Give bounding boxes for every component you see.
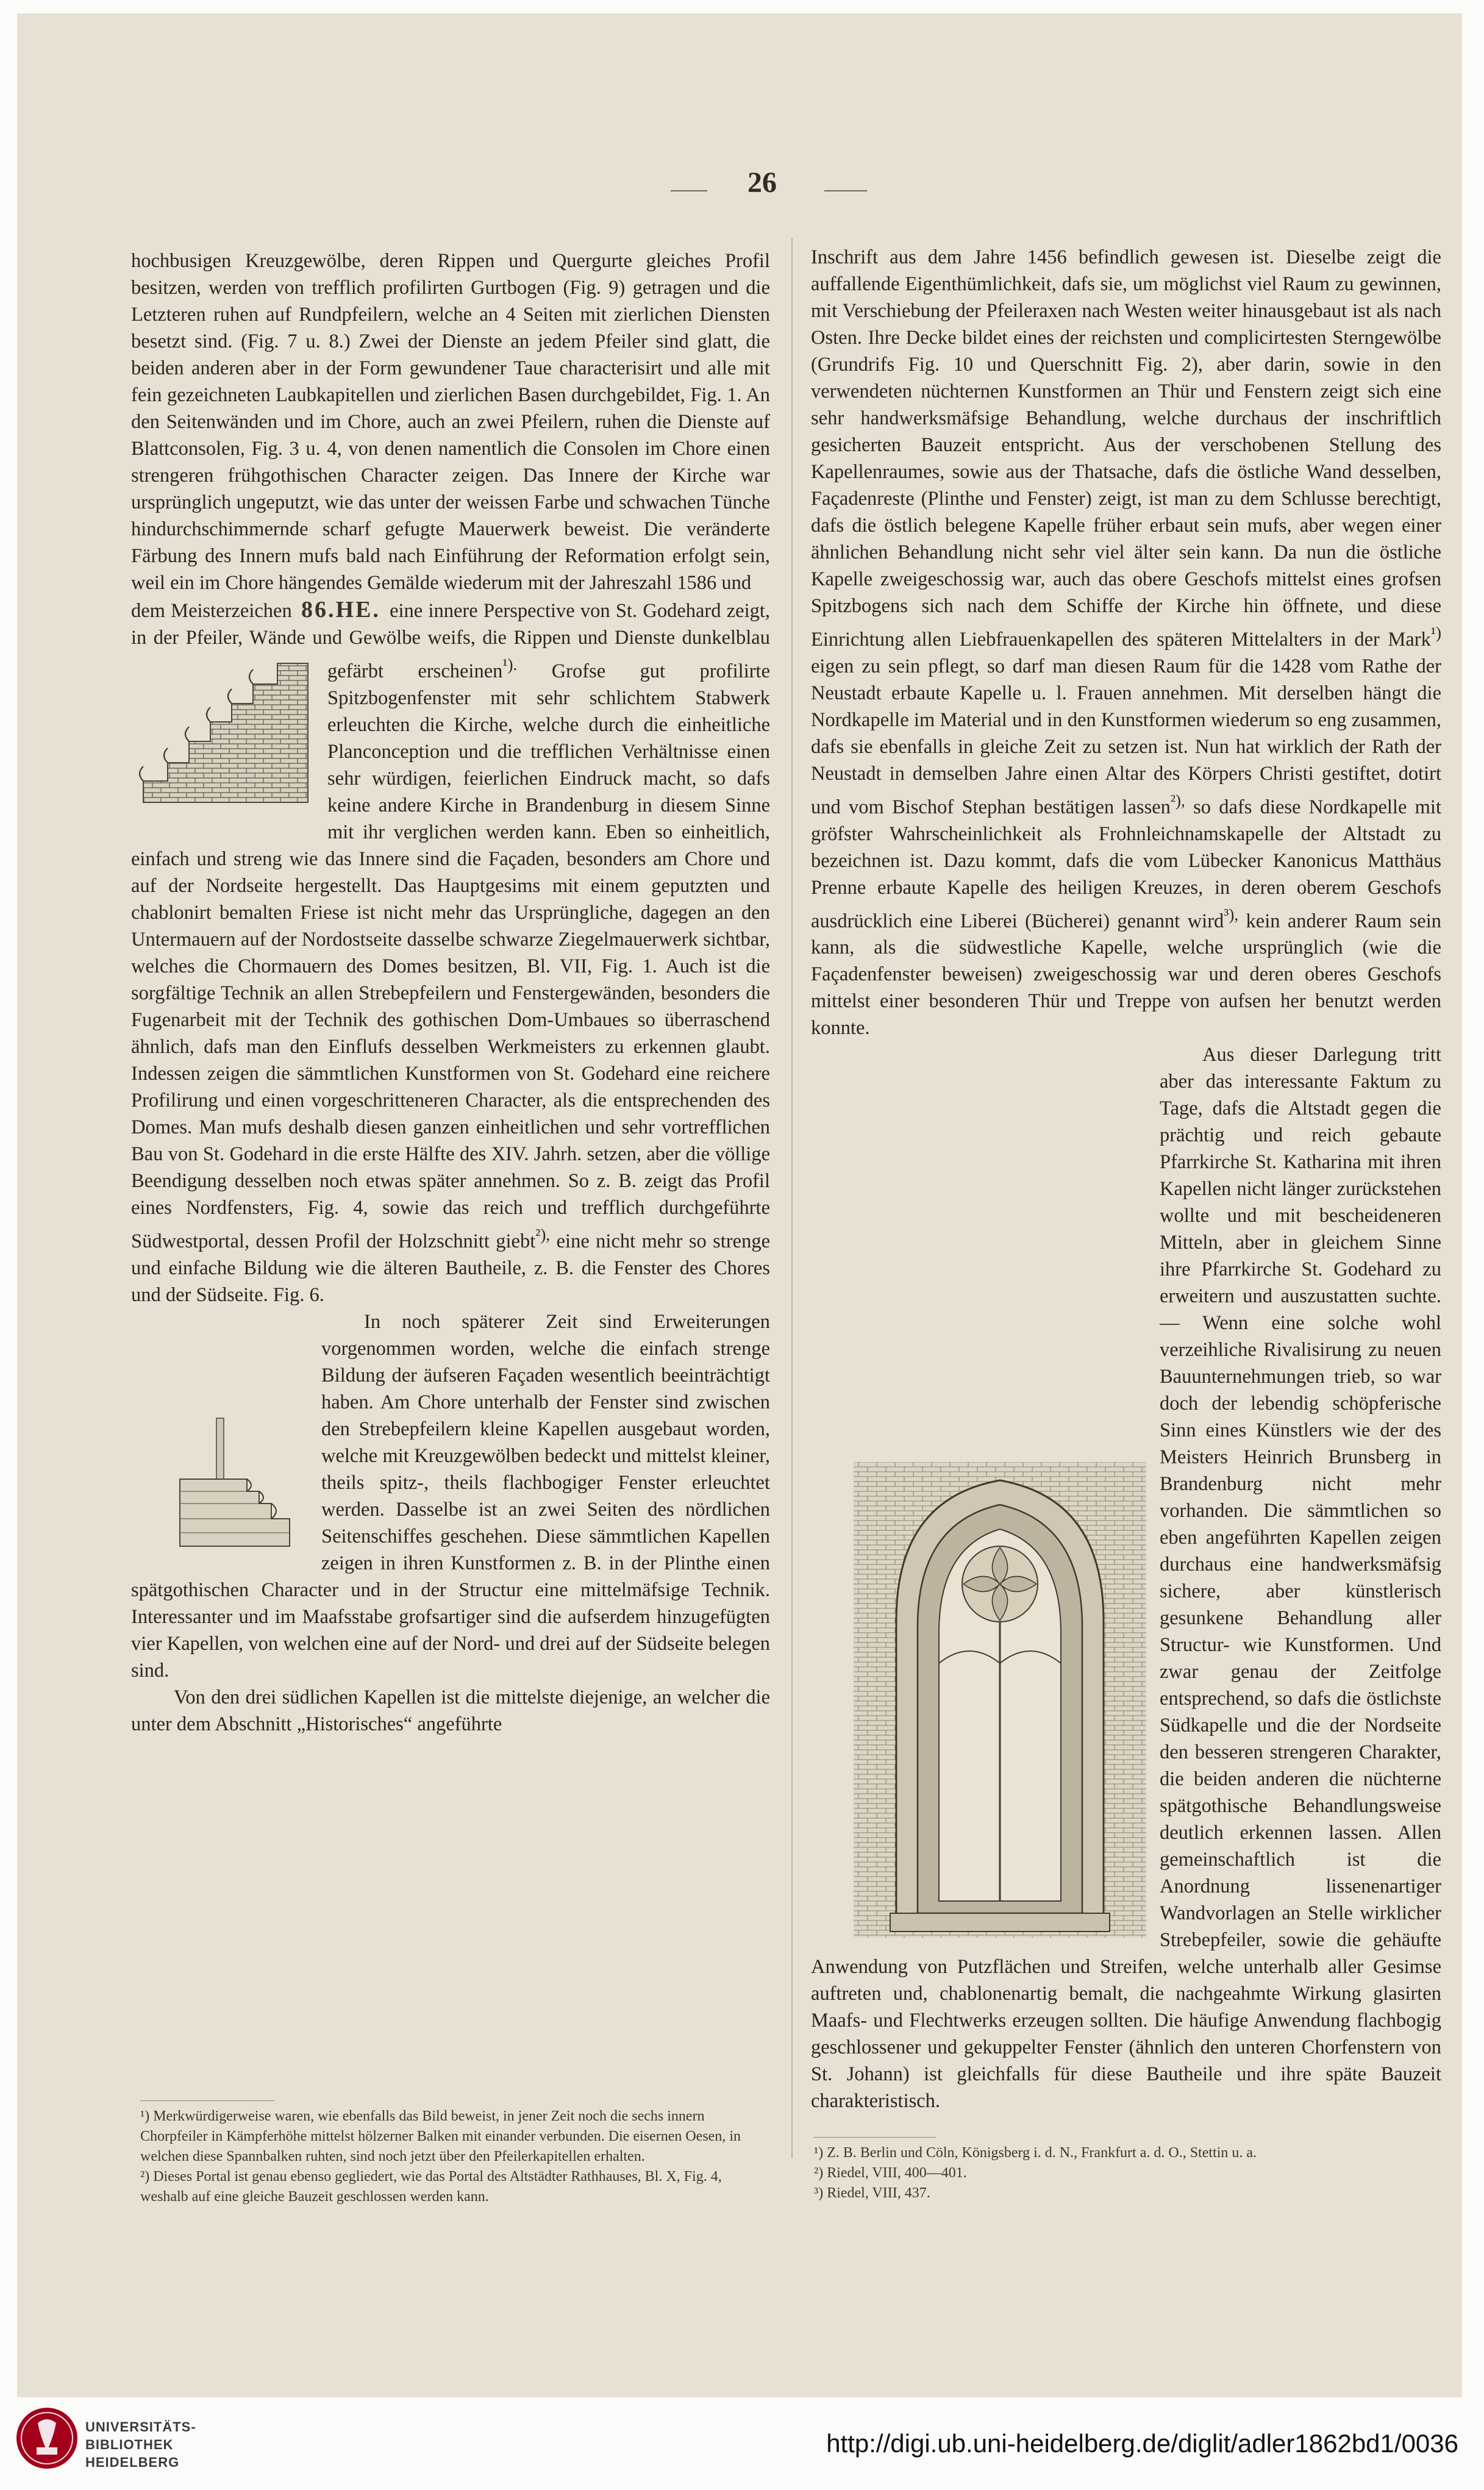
university-seal-icon bbox=[13, 2405, 80, 2472]
right-text-run: kein anderer Raum sein kann, als die südwestliche Kapelle, welche ursprünglich (wie die Façadenfenster beweisen) zweigeschossig war und deren oberes Geschofs mittelst einer besonderen Thür und Treppe von aufsen her benutzt werden konnte. bbox=[811, 910, 1442, 1040]
footnote-ref[interactable]: ²), bbox=[535, 1225, 551, 1244]
footnote-left-1: ¹) Merkwürdigerweise waren, wie ebenfalls das Bild beweist, in jener Zeit noch die sechs innern Chorpfeiler in Kämpferhöhe mittelst hölzerner Balken mit einander verbunden. Die eisernen Oesen, in welchen diese Spannbalken ruhten, sind noch jetzt über den Pfeilerkapitellen erhalten. bbox=[140, 2108, 741, 2164]
footnote-ref[interactable]: ¹) bbox=[1430, 624, 1441, 642]
left-text-run: eine innere Perspective von St. Godehard zeigt, in der Pfeiler, Wände und Gewölbe weifs, die Rippen und Dienste dunkelblau gefärbt erscheinen bbox=[131, 600, 771, 682]
right-text-run: Inschrift aus dem Jahre 1456 befindlich gewesen ist. Dieselbe zeigt die auffallende Eigenthümlichkeit, dafs sie, um möglichst viel Raum zu gewinnen, mit Verschiebung der Pfeileraxen nach Westen weiter hinausgebaut ist als nach Osten. Ihre Decke bildet eines der reichsten und complicirtesten Sterngewölbe (Grundrifs Fig. 10 und Querschnitt Fig. 2), aber darin, sowie in den verwendeten nüchternen Kunstformen an Thür und Fenstern zeigt sich eine sehr handwerksmäfsige Behandlung, welche durchaus der inschriftlich gesicherten Bauzeit entspricht. Aus der verschobenen Stellung des Kapellenraumes, sowie aus der Thatsache, dafs die östliche Wand desselben, Façadenreste (Plinthe und Fenster) zeigt, ist man zu dem Schlusse berechtigt, dafs die östlich belegene Kapelle früher erbaut sein mufs, aber wegen einer ähnlichen Behandlung nicht sehr viel älter sein kann. Da nun die östliche Kapelle zweigeschossig war, auch das obere Geschofs mittelst eines grofsen Spitzbogens sich nach dem Schiffe der Kirche hin öffnete, und diese Einrichtung allen Liebfrauenkapellen des späteren Mittelalters in der Mark bbox=[811, 246, 1441, 651]
column-divider bbox=[791, 238, 793, 2158]
footnotes-left bbox=[140, 2107, 768, 2207]
library-name-line: BIBLIOTHEK bbox=[85, 2437, 174, 2452]
source-url-link[interactable]: http://digi.ub.uni-heidelberg.de/diglit/adler1862bd1/0036 bbox=[826, 2429, 1458, 2458]
left-paragraph-4: Von den drei südlichen Kapellen ist die mittelste diejenige, an welcher die unter dem Abschnitt „Historisches“ angeführte bbox=[131, 1686, 770, 1735]
right-text-run: so dafs diese Nordkapelle mit gröfster Wahrscheinlichkeit als Frohnleichnamskapelle der Altstadt zu bezeichnen ist. Dazu kommt, dafs die vom Lübecker Kanonicus Matthäus Prenne erbaute Kapelle des heiligen Kreuzes, in deren oberem Geschofs ausdrücklich eine Liberei (Bücherei) genannt wird bbox=[811, 796, 1441, 932]
portal-profile-drawing bbox=[131, 656, 314, 808]
right-text-run: Aus dieser Darlegung tritt aber das interessante Faktum zu Tage, dafs die Altstadt gegen die prächtig und reich gebaute Pfarrkirche St. Katharina mit ihren Kapellen nicht länger zurückstehen wollte und mit bescheideneren Mitteln, aber in gleichem Sinne ihre Pfarrkirche St. Godehard zu erweitern und auszustatten suchte. — Wenn eine solche wohl verzeihliche Rivalisirung zu neuen Bauunternehmungen trieb, so war doch der lebendig schöpferische Sinn eines Künstlers wie der des Meisters Heinrich Brunsberg in Brandenburg nicht mehr vorhanden. Die sämmtlichen so eben angeführten Kapellen zeigen durchaus eine handwerksmäfsig sichere, aber künstlerisch gesunkene Behandlung aller Structur- wie Kunstformen. Und zwar genau der Zeitfolge entsprechend, so dafs die östlichste Südkapelle und die der Nordseite den besseren strengeren Charakter, die beiden anderen die nüchterne spätgothische Behandlungsweise deutlich erkennen lassen. Allen gemeinschaftlich ist die Anordnung lissenenartiger Wandvorlagen an Stelle wirklicher Strebepfeiler, sowie die gehäufte Anwendung von Putzflächen und Streifen, welche unterhalb aller Gesimse auftreten und, chablonenartig bemalt, die nachgeahmte Wirkung glasirten Maafs- und Flechtwerks erzeugen sollten. Die häufige Anwendung flachbogig geschlossener und gekuppelter Fenster (ähnlich den unteren Chorfenstern von St. Johann) ist gleichfalls für diese Bautheile und ihre späte Bauzeit charakteristisch. bbox=[811, 1044, 1441, 2113]
right-column bbox=[811, 244, 1441, 2114]
footnote-left-2: ²) Dieses Portal ist genau ebenso gegliedert, wie das Portal des Altstädter Rathhauses, Bl. X, Fig. 4, weshalb auf eine gleiche Bauzeit geschlossen werden kann. bbox=[140, 2169, 722, 2205]
footnote-right-3: ³) Riedel, VIII, 437. bbox=[814, 2185, 930, 2201]
meister-monogram: 86.HE. bbox=[301, 597, 380, 622]
gothic-window-drawing bbox=[854, 1462, 1146, 1938]
left-text-run: Grofse gut profilirte Spitzbogenfenster mit sehr schlichtem Stabwerk erleuchten die Kirche, welche durch die einheitliche Planconception und die trefflichen Verhältnisse einen sehr würdigen, feierlichen Eindruck macht, so dafs keine andere Kirche in Brandenburg in diesem Sinne mit ihr verglichen werden kann. Eben so einheitlich, einfach und streng wie das Innere sind die Façaden, besonders am Chore und auf der Nordseite hergestellt. Das Hauptgesims mit einem geputzten und chablonirt bemalten Friese ist nicht mehr das Ursprüngliche, dagegen an den Untermauern auf der Nordostseite dasselbe schwarze Ziegelmauerwerk sichtbar, welches die Chormauern des Domes besitzen, Bl. VII, Fig. 1. Auch ist die sorgfältige Technik an allen Strebepfeilern und Fenstergewänden, besonders die Fugenarbeit mit der Technik des gothischen Dom-Umbaues so überraschend ähnlich, dafs man den Einflufs desselben Werkmeisters zu erkennen glaubt. Indessen zeigen die sämmtlichen Kunstformen von St. Godehard eine reichere Profilirung und einen vorgeschritteneren Character, als die entsprechenden des Domes. Man mufs deshalb diesen ganzen einheitlichen und sehr vortrefflichen Bau von St. Godehard in die erste Hälfte des XIV. Jahrh. setzen, aber die völlige Beendigung desselben noch etwas später annehmen. So z. B. zeigt das Profil eines Nordfensters, Fig. 4, sowie das reich und trefflich durchgeführte Südwestportal, dessen Profil der Holzschnitt giebt bbox=[131, 660, 770, 1252]
left-paragraph-2 bbox=[131, 596, 770, 1308]
left-column bbox=[131, 248, 770, 1738]
footnote-ref[interactable]: ³), bbox=[1224, 905, 1239, 924]
footnote-ref[interactable]: ¹). bbox=[502, 655, 518, 674]
library-name-line: UNIVERSITÄTS- bbox=[85, 2419, 196, 2435]
footnotes-right bbox=[814, 2143, 1442, 2203]
left-paragraph-3 bbox=[131, 1308, 770, 1684]
right-paragraph-2 bbox=[811, 1041, 1441, 2114]
page-number: 26 bbox=[747, 166, 777, 199]
footnote-right-2: ²) Riedel, VIII, 400—401. bbox=[814, 2165, 967, 2181]
left-text-run: eine nicht mehr so strenge und einfache Bildung wie die älteren Bautheile, z. B. die Fenster des Chores und der Südseite. Fig. 6. bbox=[131, 1230, 770, 1306]
plinth-profile-figure bbox=[131, 1412, 308, 1560]
plinth-profile-drawing bbox=[174, 1412, 308, 1552]
profile-woodcut-figure bbox=[131, 656, 314, 816]
library-name-line: HEIDELBERG bbox=[85, 2455, 180, 2470]
left-paragraph-1: hochbusigen Kreuzgewölbe, deren Rippen und Quergurte gleiches Profil besitzen, werden von trefflich profilirten Gurtbogen (Fig. 9) getragen und die Letzteren ruhen auf Rundpfeilern, welche an 4 Seiten mit zierlichen Diensten besetzt sind. (Fig. 7 u. 8.) Zwei der Dienste an jedem Pfeiler sind glatt, die beiden anderen aber in der Form gewundener Taue characterisirt und alle mit fein gezeichneten Laubkapitellen und zierlichen Basen durchgebildet, Fig. 1. An den Seitenwänden und im Chore, auch an zwei Pfeilern, ruhen die Dienste auf Blattconsolen, Fig. 3 u. 4, von denen namentlich die Consolen im Chore einen strengeren frühgothischen Character zeigen. Das Innere der Kirche war ursprünglich ungeputzt, wie das unter der weissen Farbe und schwachen Tünche hindurchschimmernde scharf gefugte Mauerwerk beweist. Die veränderte Färbung des Innern mufs bald nach Einführung der Reformation erfolgt sein, weil ein im Chore hängendes Gemälde wiederum mit der Jahreszahl 1586 und bbox=[131, 250, 770, 594]
library-name bbox=[85, 2418, 305, 2471]
library-logo[interactable] bbox=[11, 2402, 304, 2475]
right-paragraph-1 bbox=[811, 244, 1441, 1041]
footnote-ref[interactable]: ²), bbox=[1170, 791, 1185, 810]
right-text-run: eigen zu sein pflegt, so darf man diesen Raum für die 1428 vom Rathe der Neustadt erbaute Kapelle u. l. Frauen annehmen. Mit derselben hängt die Nordkapelle im Material und in den Kunstformen wiederum so eng zusammen, dafs sie ebenfalls in gleiche Zeit zu setzen ist. Nun hat wirklich der Rath der Neustadt in demselben Jahre einen Altar des Körpers Christi gestiftet, dotirt und vom Bischof Stephan bestätigen lassen bbox=[811, 655, 1441, 818]
monogram-prefix: dem Meisterzeichen bbox=[131, 600, 292, 622]
chapel-window-figure bbox=[811, 1462, 1146, 1945]
left-text-run: In noch späterer Zeit sind Erweiterungen vorgenommen worden, welche die einfach strenge Bildung der äufseren Façaden wesentlich beeinträchtigt haben. Am Chore unterhalb der Fenster sind zwischen den Strebepfeilern kleine Kapellen ausgebaut worden, welche mit Kreuzgewölben bedeckt und mittelst kleiner, theils spitz-, theils flachbogiger Fenster erleuchtet werden. Dasselbe ist an zwei Seiten des nördlichen Seitenschiffes geschehen. Diese sämmtlichen Kapellen zeigen in ihren Kunstformen z. B. in der Plinthe einen spätgothischen Character und in der Structur eine mittelmäfsige Technik. Interessanter und im Maafsstabe grofsartiger sind die aufserdem hinzugefügten vier Kapellen, von welchen eine auf der Nord- und drei auf der Südseite belegen sind. bbox=[131, 1310, 770, 1682]
footnote-rule-right bbox=[814, 2137, 936, 2138]
footnote-rule-left bbox=[140, 2100, 274, 2101]
header-rule-right bbox=[824, 190, 867, 191]
footnote-right-1: ¹) Z. B. Berlin und Cöln, Königsberg i. d. N., Frankfurt a. d. O., Stettin u. a. bbox=[814, 2145, 1257, 2161]
